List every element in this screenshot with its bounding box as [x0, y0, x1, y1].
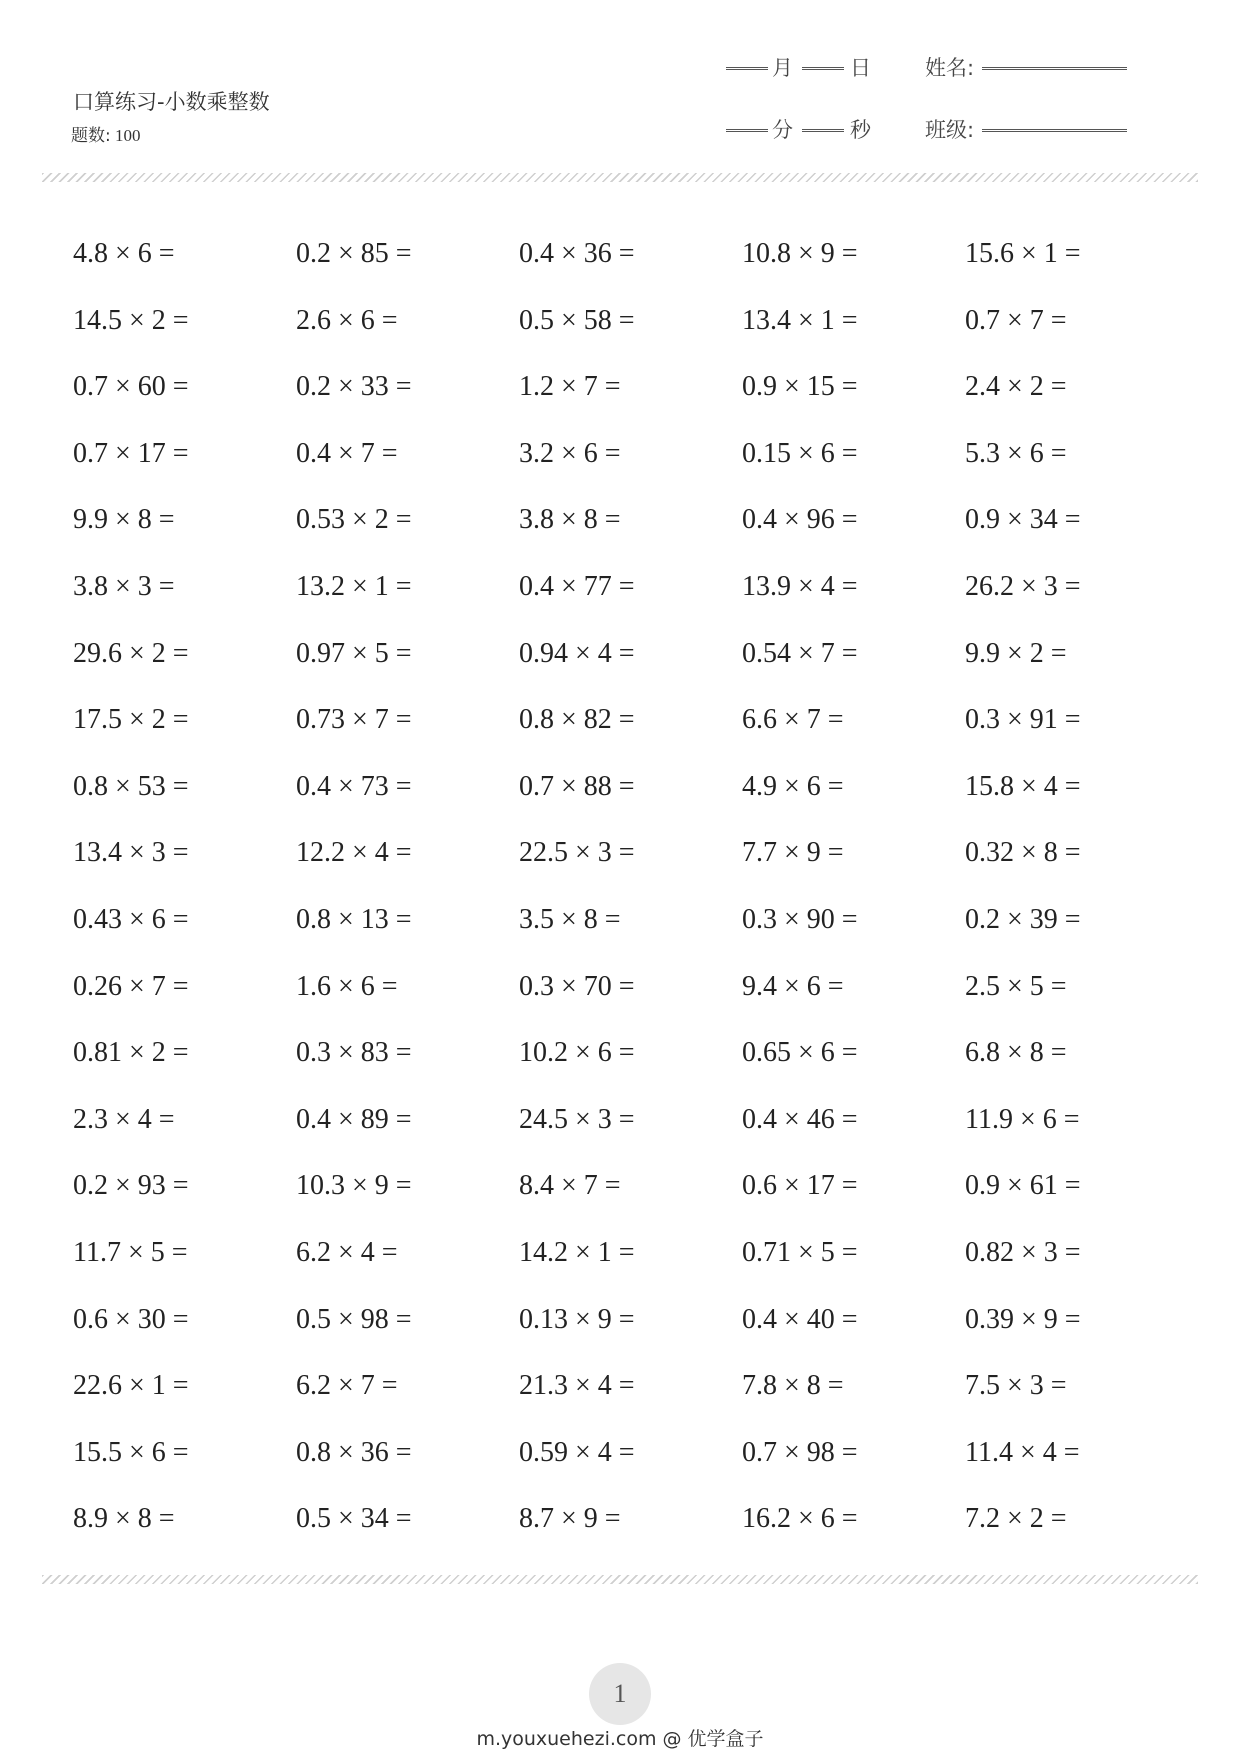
problem-item: 0.4 × 89 = — [296, 1103, 412, 1135]
problem-item: 0.7 × 17 = — [73, 437, 189, 469]
problem-item: 6.8 × 8 = — [965, 1037, 1067, 1069]
problem-grid — [73, 220, 1193, 1552]
problem-item: 0.9 × 61 = — [965, 1170, 1081, 1202]
problem-count-value: 100 — [114, 126, 141, 145]
problem-item: 2.3 × 4 = — [73, 1103, 175, 1135]
problem-item: 26.2 × 3 = — [965, 570, 1081, 602]
problem-item: 4.9 × 6 = — [742, 770, 844, 802]
problem-item: 0.2 × 39 = — [965, 903, 1081, 935]
problem-item: 0.15 × 6 = — [742, 437, 858, 469]
problem-item: 0.82 × 3 = — [965, 1236, 1081, 1268]
problem-item: 7.8 × 8 = — [742, 1370, 844, 1402]
problem-count-label: 题数: — [71, 126, 111, 146]
second-label: 秒 — [850, 118, 871, 142]
problem-row — [73, 886, 1193, 953]
problem-item: 0.59 × 4 = — [519, 1436, 635, 1468]
problem-row — [73, 819, 1193, 886]
problem-item: 3.2 × 6 = — [519, 437, 621, 469]
problem-item: 0.5 × 34 = — [296, 1503, 412, 1535]
problem-item: 3.5 × 8 = — [519, 903, 621, 935]
problem-item: 0.39 × 9 = — [965, 1303, 1081, 1335]
day-blank[interactable] — [802, 67, 844, 70]
problem-item: 10.3 × 9 = — [296, 1170, 412, 1202]
problem-item: 14.2 × 1 = — [519, 1236, 635, 1268]
problem-item: 0.5 × 98 = — [296, 1303, 412, 1335]
problem-row — [73, 1019, 1193, 1086]
problem-item: 0.2 × 33 = — [296, 371, 412, 403]
problem-item: 10.8 × 9 = — [742, 238, 858, 269]
problem-item: 0.97 × 5 = — [296, 637, 412, 669]
problem-item: 0.9 × 15 = — [742, 371, 858, 403]
bottom-divider — [42, 1575, 1198, 1584]
problem-row — [73, 620, 1193, 687]
problem-item: 9.9 × 8 = — [73, 504, 175, 536]
problem-item: 6.6 × 7 = — [742, 704, 844, 736]
problem-item: 15.8 × 4 = — [965, 770, 1081, 802]
problem-item: 0.2 × 93 = — [73, 1170, 189, 1202]
problem-item: 12.2 × 4 = — [296, 837, 412, 869]
minute-blank[interactable] — [726, 129, 768, 132]
problem-item: 1.2 × 7 = — [519, 371, 621, 403]
footer-site: m.youxuehezi.com @ 优学盒子 — [476, 1728, 764, 1750]
problem-item: 21.3 × 4 = — [519, 1370, 635, 1402]
problem-item: 0.94 × 4 = — [519, 637, 635, 669]
problem-item: 4.8 × 6 = — [73, 238, 175, 269]
problem-item: 0.8 × 13 = — [296, 903, 412, 935]
problem-item: 0.26 × 7 = — [73, 970, 189, 1002]
problem-row — [73, 287, 1193, 354]
problem-item: 0.4 × 40 = — [742, 1303, 858, 1335]
problem-item: 16.2 × 6 = — [742, 1503, 858, 1535]
problem-item: 0.4 × 96 = — [742, 504, 858, 536]
problem-item: 3.8 × 8 = — [519, 504, 621, 536]
name-label: 姓名: — [925, 56, 975, 80]
problem-item: 0.6 × 17 = — [742, 1170, 858, 1202]
problem-row — [73, 753, 1193, 820]
problem-item: 7.7 × 9 = — [742, 837, 844, 869]
problem-item: 24.5 × 3 = — [519, 1103, 635, 1135]
problem-row — [73, 1152, 1193, 1219]
problem-row — [73, 1419, 1193, 1486]
problem-row — [73, 220, 1193, 287]
problem-item: 22.6 × 1 = — [73, 1370, 189, 1402]
problem-count — [71, 121, 140, 146]
problem-item: 0.81 × 2 = — [73, 1037, 189, 1069]
problem-item: 9.9 × 2 = — [965, 637, 1067, 669]
problem-row — [73, 953, 1193, 1020]
problem-item: 7.2 × 2 = — [965, 1503, 1067, 1535]
problem-item: 0.6 × 30 = — [73, 1303, 189, 1335]
problem-item: 29.6 × 2 = — [73, 637, 189, 669]
month-blank[interactable] — [726, 67, 768, 70]
problem-item: 0.8 × 53 = — [73, 770, 189, 802]
problem-item: 13.9 × 4 = — [742, 570, 858, 602]
problem-item: 0.2 × 85 = — [296, 238, 412, 269]
day-label: 日 — [850, 56, 871, 80]
page-number: 1 — [589, 1663, 651, 1725]
problem-item: 13.2 × 1 = — [296, 570, 412, 602]
problem-item: 0.65 × 6 = — [742, 1037, 858, 1069]
problem-item: 9.4 × 6 = — [742, 970, 844, 1002]
top-divider — [42, 173, 1198, 182]
problem-item: 0.4 × 73 = — [296, 770, 412, 802]
problem-row — [73, 1286, 1193, 1353]
problem-row — [73, 420, 1193, 487]
problem-row — [73, 353, 1193, 420]
problem-item: 0.4 × 77 = — [519, 570, 635, 602]
minute-label: 分 — [772, 118, 793, 142]
problem-item: 0.3 × 83 = — [296, 1037, 412, 1069]
problem-item: 0.8 × 82 = — [519, 704, 635, 736]
problem-item: 0.13 × 9 = — [519, 1303, 635, 1335]
problem-item: 0.5 × 58 = — [519, 304, 635, 336]
problem-item: 0.7 × 60 = — [73, 371, 189, 403]
problem-item: 0.7 × 88 = — [519, 770, 635, 802]
problem-item: 0.3 × 70 = — [519, 970, 635, 1002]
worksheet-title: 口算练习-小数乘整数 — [73, 90, 270, 114]
problem-item: 2.4 × 2 = — [965, 371, 1067, 403]
problem-item: 0.73 × 7 = — [296, 704, 412, 736]
problem-item: 6.2 × 7 = — [296, 1370, 398, 1402]
problem-item: 0.32 × 8 = — [965, 837, 1081, 869]
problem-item: 2.5 × 5 = — [965, 970, 1067, 1002]
problem-item: 0.4 × 36 = — [519, 238, 635, 269]
month-label: 月 — [772, 56, 793, 80]
problem-row — [73, 1219, 1193, 1286]
problem-item: 14.5 × 2 = — [73, 304, 189, 336]
problem-item: 8.7 × 9 = — [519, 1503, 621, 1535]
problem-item: 0.54 × 7 = — [742, 637, 858, 669]
problem-row — [73, 1352, 1193, 1419]
name-field[interactable] — [982, 67, 1127, 70]
problem-row — [73, 686, 1193, 753]
problem-item: 0.3 × 90 = — [742, 903, 858, 935]
problem-row — [73, 486, 1193, 553]
problem-item: 0.8 × 36 = — [296, 1436, 412, 1468]
problem-row — [73, 1485, 1193, 1552]
problem-item: 8.4 × 7 = — [519, 1170, 621, 1202]
problem-item: 17.5 × 2 = — [73, 704, 189, 736]
class-label: 班级: — [925, 118, 975, 142]
problem-item: 10.2 × 6 = — [519, 1037, 635, 1069]
problem-item: 0.7 × 7 = — [965, 304, 1067, 336]
problem-item: 0.43 × 6 = — [73, 903, 189, 935]
problem-item: 0.71 × 5 = — [742, 1236, 858, 1268]
problem-item: 2.6 × 6 = — [296, 304, 398, 336]
problem-item: 5.3 × 6 = — [965, 437, 1067, 469]
problem-item: 1.6 × 6 = — [296, 970, 398, 1002]
problem-item: 15.5 × 6 = — [73, 1436, 189, 1468]
problem-item: 13.4 × 1 = — [742, 304, 858, 336]
problem-item: 11.4 × 4 = — [965, 1436, 1080, 1468]
second-blank[interactable] — [802, 129, 844, 132]
problem-item: 0.9 × 34 = — [965, 504, 1081, 536]
problem-item: 0.3 × 91 = — [965, 704, 1081, 736]
problem-item: 3.8 × 3 = — [73, 570, 175, 602]
problem-item: 7.5 × 3 = — [965, 1370, 1067, 1402]
problem-item: 22.5 × 3 = — [519, 837, 635, 869]
problem-item: 0.4 × 7 = — [296, 437, 398, 469]
problem-row — [73, 1086, 1193, 1153]
problem-item: 6.2 × 4 = — [296, 1236, 398, 1268]
class-field[interactable] — [982, 129, 1127, 132]
problem-item: 15.6 × 1 = — [965, 238, 1081, 269]
problem-item: 11.9 × 6 = — [965, 1103, 1080, 1135]
problem-row — [73, 553, 1193, 620]
problem-item: 11.7 × 5 = — [73, 1236, 188, 1268]
problem-item: 8.9 × 8 = — [73, 1503, 175, 1535]
problem-item: 13.4 × 3 = — [73, 837, 189, 869]
problem-item: 0.4 × 46 = — [742, 1103, 858, 1135]
problem-item: 0.53 × 2 = — [296, 504, 412, 536]
problem-item: 0.7 × 98 = — [742, 1436, 858, 1468]
